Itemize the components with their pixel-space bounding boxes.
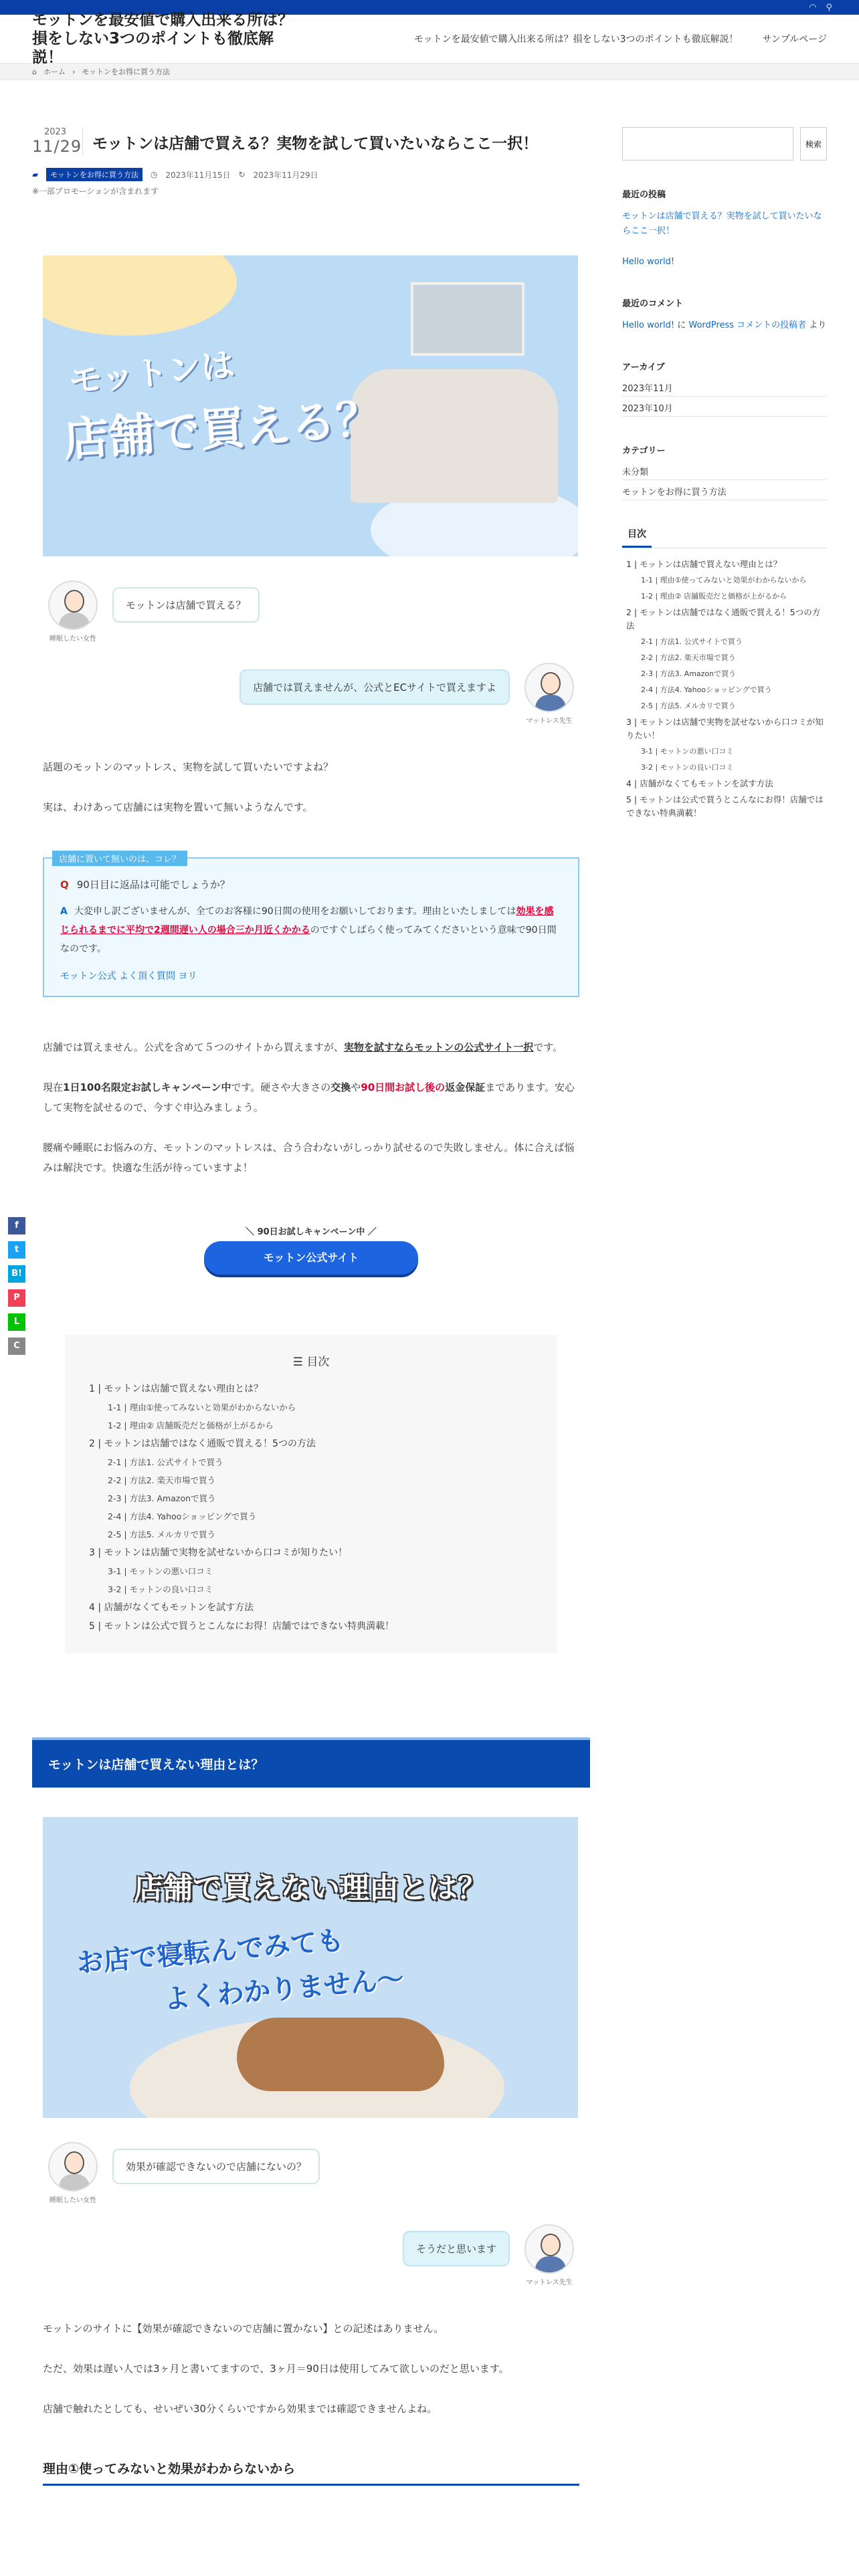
toc-item[interactable] — [626, 651, 827, 665]
toc-separator: | — [121, 1584, 130, 1594]
folder-icon: ▰ — [32, 170, 39, 179]
category-link[interactable]: 未分類 — [622, 463, 827, 480]
paragraph: モットンのサイトに【効果が確認できないので店舗に置かない】との記述はありません。 — [43, 2323, 444, 2335]
speech-balloon-left — [43, 580, 579, 643]
promotion-note: ※一部プロモーションが含まれます — [32, 187, 159, 196]
avatar-teacher — [519, 2224, 579, 2286]
facebook-share-button[interactable]: f — [8, 1217, 25, 1235]
date-box — [32, 127, 83, 156]
question-text: 90日目に返品は可能でしょうか？ — [76, 879, 230, 891]
pocket-share-button[interactable]: P — [8, 1289, 25, 1307]
cta-caption: ＼ 90日お試しキャンペーン中 ／ — [246, 1227, 377, 1237]
answer-highlight: 効果を感じられるまでに平均で2週間遅い人の場合三か月近くかかる — [60, 906, 554, 936]
toc-item[interactable] — [626, 635, 827, 649]
toc-item[interactable] — [89, 1562, 533, 1580]
toc-separator: | — [631, 559, 640, 569]
toc-item-number: 2 — [89, 1438, 95, 1449]
toc-separator: | — [652, 669, 660, 678]
toc-item-number: 2-5 — [641, 702, 653, 710]
toc-item-number: 2-1 — [108, 1457, 122, 1467]
toc-separator: | — [652, 576, 660, 584]
toc-separator: | — [94, 1602, 104, 1613]
recent-post-link[interactable]: モットンは店舗で買える？実物を試して買いたいならここ一択！ — [622, 211, 822, 236]
category-list — [622, 463, 827, 500]
toc-list — [89, 1380, 533, 1636]
faq-question — [60, 877, 562, 891]
toc-item-label: 方法3. Amazonで買う — [660, 669, 737, 678]
toc-item-number: 2 — [626, 607, 632, 617]
toc-item-number: 3 — [626, 717, 632, 727]
category-badge[interactable]: モットンをお得に買う方法 — [46, 168, 142, 181]
toc-item-number: 2-5 — [108, 1529, 122, 1539]
toc-item-number: 2-3 — [108, 1493, 122, 1503]
toc-item-label: 店舗がなくてもモットンを試す方法 — [640, 778, 773, 788]
home-icon: ⌂ — [32, 67, 37, 76]
toc-separator: | — [121, 1457, 130, 1467]
toc-item-number: 4 — [89, 1602, 95, 1613]
toc-item-number: 1 — [626, 559, 632, 569]
sidebar-toc-list — [622, 558, 827, 820]
a-label: A — [60, 906, 68, 917]
toc-item-number: 1-2 — [108, 1420, 122, 1430]
text: に — [674, 320, 689, 330]
widget-heading: 最近の投稿 — [622, 190, 666, 200]
toc-item-label: モットンの良い口コミ — [660, 763, 734, 772]
toc-separator: | — [121, 1566, 130, 1576]
text: まであります。安心して実物を試せるので、今すぐ申込みましょう。 — [43, 1081, 575, 1113]
toc-item[interactable] — [89, 1525, 533, 1543]
comment-post-link[interactable]: Hello world! — [622, 320, 675, 330]
toc-item[interactable] — [626, 683, 827, 697]
toc-item-label: 方法2. 楽天市場で買う — [129, 1475, 215, 1485]
speech-bubble: そうだと思います — [403, 2231, 510, 2266]
toc-item[interactable] — [626, 761, 827, 774]
toc-separator: | — [652, 637, 660, 646]
global-nav — [414, 32, 827, 45]
paragraph: ただ、効果は遅い人では3ヶ月と書いてますので、3ヶ月＝90日は使用してみて欲しいのだと思います。 — [43, 2363, 509, 2375]
speech-balloon-left — [43, 2142, 579, 2204]
toc-item-number: 1-1 — [641, 576, 653, 584]
cta-block — [43, 1224, 579, 1275]
toc-separator: | — [652, 653, 660, 662]
toc-item-number: 2-1 — [641, 637, 653, 646]
sidebar-toc-heading: 目次 — [622, 527, 652, 548]
text: 現在 — [43, 1081, 64, 1093]
toc-separator: | — [631, 794, 640, 804]
post-meta — [32, 168, 590, 181]
red-text: 90日間お試し後の — [361, 1081, 446, 1093]
toc-item[interactable] — [89, 1580, 533, 1598]
comment-author-link[interactable]: WordPress コメントの投稿者 — [688, 320, 807, 330]
section-image-line1: お店で寝転んでみても — [76, 1925, 345, 1979]
toc-item[interactable] — [626, 590, 827, 603]
toc-item-number: 5 — [626, 794, 632, 804]
section-image-line2: よくわかりません〜 — [162, 1963, 405, 2016]
toc-item[interactable] — [89, 1434, 533, 1453]
toc-item-label: 方法5. メルカリで買う — [660, 702, 736, 710]
toc-title-text: 目次 — [306, 1356, 330, 1369]
toc-title — [89, 1352, 533, 1369]
bold-text: 1日100名限定お試しキャンペーン中 — [63, 1081, 231, 1093]
toc-item-label: 理由①使ってみないと効果がわからないから — [660, 576, 807, 584]
post-year: 2023 — [43, 127, 67, 137]
teacher-avatar-icon — [524, 663, 574, 712]
toc-item-label: 方法2. 楽天市場で買う — [660, 653, 736, 662]
speech-balloon-right — [43, 2224, 579, 2286]
avatar-name: 睡眠したい女性 — [50, 635, 96, 643]
avatar-name: マットレス先生 — [526, 2279, 573, 2286]
table-of-contents — [65, 1335, 557, 1653]
toc-item-label: モットンの悪い口コミ — [660, 747, 734, 756]
updated-date: 2023年11月29日 — [253, 170, 318, 180]
nav-item-sample-page[interactable]: サンプルページ — [762, 34, 827, 45]
toc-item-label: モットンの悪い口コミ — [129, 1566, 213, 1576]
answer-text: 大変申し訳ございませんが、全てのお客様に90日間の使用をお願いしております。理由といたしましては — [74, 906, 516, 917]
toc-separator: | — [652, 592, 660, 601]
clock-icon: ◷ — [150, 170, 158, 179]
copy-share-button[interactable]: C — [8, 1337, 25, 1355]
avatar-name: マットレス先生 — [526, 718, 573, 725]
speech-balloon-right — [43, 663, 579, 725]
hero-text-line1: モットンは — [67, 345, 237, 401]
hero-image — [43, 255, 578, 556]
speech-bubble: モットンは店舗で買える？ — [112, 587, 260, 623]
rss-icon[interactable]: ◠ — [809, 2, 817, 13]
info-box — [43, 857, 579, 997]
toc-item[interactable] — [626, 793, 827, 820]
toc-item-number: 2-3 — [641, 669, 653, 678]
toc-item-label: モットンは公式で買うとこんなにお得！店舗ではできない特典満載！ — [626, 794, 824, 818]
archive-list — [622, 379, 827, 417]
underlined-text: 実物を試すならモットンの公式サイト一択 — [343, 1041, 534, 1053]
toc-item-number: 2-4 — [108, 1511, 122, 1521]
section-heading: モットンは店舗で買えない理由とは？ — [32, 1737, 590, 1788]
archive-link[interactable]: 2023年10月 — [622, 399, 827, 417]
teacher-avatar-icon — [524, 2224, 574, 2274]
widget-heading: アーカイブ — [622, 362, 665, 372]
paragraph — [43, 1077, 579, 1117]
toc-item-number: 4 — [626, 778, 632, 788]
toc-item-label: 理由② 店舗販売だと価格が上がるから — [129, 1420, 274, 1430]
avatar-teacher — [519, 663, 579, 725]
toc-item-label: モットンは店舗で買えない理由とは？ — [640, 559, 782, 569]
hatena-share-button[interactable]: B! — [8, 1265, 25, 1283]
toc-item[interactable] — [89, 1471, 533, 1489]
chevron-right-icon: › — [72, 67, 76, 76]
post-header — [32, 127, 590, 156]
list-icon: ☰ — [292, 1356, 307, 1369]
text: や — [351, 1081, 361, 1093]
paragraph: 腰痛や睡眠にお悩みの方、モットンのマットレスは、合う合わないがしっかり試せるので失敗しません。体に合えば悩みは解決です。快適な生活が待っていますよ！ — [43, 1142, 575, 1174]
toc-item-label: モットンは公式で買うとこんなにお得！店舗ではできない特典満載！ — [104, 1621, 395, 1632]
toc-item-label: モットンは店舗で実物を試せないから口コミが知りたい！ — [626, 717, 824, 740]
toc-separator: | — [652, 685, 660, 694]
toc-separator: | — [121, 1511, 130, 1521]
toc-item-label: モットンは店舗で買えない理由とは？ — [104, 1384, 264, 1394]
toc-item-label: 店舗がなくてもモットンを試す方法 — [104, 1602, 254, 1613]
toc-item-label: 理由② 店舗販売だと価格が上がるから — [660, 592, 787, 601]
toc-item-label: モットンは店舗ではなく通販で買える！5つの方法 — [104, 1438, 316, 1449]
toc-item-number: 3-2 — [108, 1584, 122, 1594]
toc-separator: | — [631, 607, 640, 617]
recent-post-link[interactable]: Hello world! — [622, 257, 675, 267]
paragraph: 実は、わけあって店舗には実物を置いて無いようなんです。 — [43, 801, 313, 813]
category-link[interactable]: モットンをお得に買う方法 — [622, 483, 827, 500]
site-title[interactable]: モットンを最安値で購入出来る所は？損をしない3つのポイントも徹底解説！ — [32, 11, 294, 66]
toc-item-number: 1-2 — [641, 592, 653, 601]
toc-item-label: 方法5. メルカリで買う — [129, 1529, 215, 1539]
toc-separator: | — [94, 1384, 104, 1394]
twitter-share-button[interactable]: t — [8, 1241, 25, 1259]
line-share-button[interactable]: L — [8, 1313, 25, 1331]
nav-item-home-article[interactable]: モットンを最安値で購入出来る所は？損をしない3つのポイントも徹底解説！ — [414, 34, 739, 45]
toc-item-number: 2-2 — [641, 653, 653, 662]
toc-separator: | — [631, 717, 640, 727]
toc-item[interactable] — [89, 1398, 533, 1416]
breadcrumb-category[interactable]: モットンをお得に買う方法 — [82, 68, 171, 76]
toc-item[interactable] — [89, 1416, 533, 1434]
section-image — [43, 1817, 578, 2118]
toc-item[interactable] — [89, 1543, 533, 1562]
avatar-name: 睡眠したい女性 — [50, 2197, 96, 2204]
toc-item[interactable] — [626, 700, 827, 713]
bold-text: 返金保証 — [445, 1081, 486, 1093]
toc-item-number: 3-2 — [641, 763, 653, 772]
official-site-button[interactable]: モットン公式サイト — [204, 1241, 418, 1275]
woman-avatar-icon — [48, 580, 98, 630]
toc-item[interactable] — [626, 716, 827, 742]
toc-separator: | — [652, 702, 660, 710]
refresh-icon: ↻ — [238, 170, 246, 179]
hero-blob-yellow — [43, 255, 237, 336]
answer-text-tail: のですぐしばらく使ってみてくださいという意味で90日間なのです。 — [60, 925, 557, 954]
toc-item-label: 方法4. Yahooショッピングで買う — [129, 1511, 257, 1521]
toc-item-label: 方法1. 公式サイトで買う — [129, 1457, 223, 1467]
sidebar-search — [622, 127, 827, 160]
toc-item-number: 1-1 — [108, 1402, 122, 1412]
recent-comment — [622, 318, 827, 333]
avatar-woman — [43, 2142, 103, 2204]
text: より — [806, 320, 827, 330]
toc-separator: | — [121, 1493, 130, 1503]
toc-separator: | — [94, 1438, 104, 1449]
site-header — [0, 11, 859, 66]
toc-item-number: 5 — [89, 1621, 95, 1632]
hero-text-line2: 店舗で買える？ — [62, 392, 383, 467]
toc-item[interactable] — [89, 1453, 533, 1471]
toc-separator: | — [652, 763, 660, 772]
text: です。 — [533, 1041, 563, 1053]
toc-item[interactable] — [626, 574, 827, 587]
bold-text: 交換 — [330, 1081, 351, 1093]
toc-item-label: 理由①使ってみないと効果がわからないから — [129, 1402, 296, 1412]
toc-item-number: 2-4 — [641, 685, 653, 694]
toc-item-number: 3-1 — [108, 1566, 122, 1576]
toc-separator: | — [652, 747, 660, 756]
toc-item-label: 方法4. Yahooショッピングで買う — [660, 685, 772, 694]
archive-link[interactable]: 2023年11月 — [622, 379, 827, 397]
q-label: Q — [60, 879, 69, 891]
widget-heading: カテゴリー — [622, 446, 666, 456]
toc-separator: | — [121, 1529, 130, 1539]
toc-item[interactable] — [89, 1598, 533, 1617]
search-icon[interactable]: ⚲ — [826, 2, 832, 13]
share-buttons — [8, 1217, 25, 1362]
post-title: モットンは店舗で買える？実物を試して買いたいならここ一択！ — [92, 135, 539, 152]
faq-answer — [60, 902, 562, 958]
published-date: 2023年11月15日 — [165, 170, 231, 180]
text: です。硬さや大きさの — [231, 1081, 331, 1093]
text: 店舗では買えません。公式を含めて５つのサイトから買えますが、 — [43, 1041, 344, 1053]
avatar-woman — [43, 580, 103, 643]
toc-item-label: モットンの良い口コミ — [129, 1584, 213, 1594]
woman-avatar-icon — [48, 2142, 98, 2191]
sleeping-cat — [237, 2018, 444, 2091]
toc-item-number: 1 — [89, 1384, 95, 1394]
section-image-title: 店舗で買えない理由とは？ — [134, 1871, 487, 1905]
toc-separator: | — [121, 1420, 130, 1430]
toc-item[interactable] — [89, 1507, 533, 1525]
sidebar — [622, 127, 827, 820]
main-content — [32, 127, 590, 2486]
wall-picture — [411, 282, 524, 356]
toc-item-label: 方法3. Amazonで買う — [129, 1493, 216, 1503]
info-box-label: 店舗に置いて無いのは、コレ？ — [52, 851, 187, 866]
speech-bubble: 店舗では買えませんが、公式とECサイトで買えますよ — [240, 669, 510, 705]
toc-item-label: モットンは店舗で実物を試せないから口コミが知りたい！ — [104, 1547, 348, 1558]
toc-item[interactable] — [626, 558, 827, 571]
toc-item[interactable] — [89, 1617, 533, 1636]
toc-item[interactable] — [626, 667, 827, 681]
toc-separator: | — [94, 1547, 104, 1558]
post-body — [32, 255, 590, 2486]
toc-item-number: 3 — [89, 1547, 95, 1558]
post-monthday: 11/29 — [32, 137, 82, 156]
toc-item[interactable] — [626, 745, 827, 758]
toc-item[interactable] — [626, 606, 827, 633]
toc-item-label: モットンは店舗ではなく通販で買える！5つの方法 — [626, 607, 821, 631]
widget-heading: 最近のコメント — [622, 299, 684, 309]
toc-item-number: 3-1 — [641, 747, 653, 756]
search-input[interactable] — [622, 127, 793, 160]
toc-item[interactable] — [89, 1380, 533, 1398]
subsection-heading: 理由①使ってみないと効果がわからないから — [43, 2459, 579, 2486]
toc-separator: | — [631, 778, 640, 788]
toc-item[interactable] — [89, 1489, 533, 1507]
paragraph: 店舗で触れたとしても、せいぜい30分くらいですから効果までは確認できませんよね。 — [43, 2403, 438, 2415]
toc-separator: | — [121, 1475, 130, 1485]
paragraph: 話題のモットンのマットレス、実物を試して買いたいですよね？ — [43, 761, 333, 773]
breadcrumb-home[interactable]: ホーム — [43, 68, 66, 76]
search-button[interactable]: 検索 — [800, 127, 827, 160]
toc-separator: | — [121, 1402, 130, 1412]
paragraph — [43, 1037, 579, 1057]
toc-item-label: 方法1. 公式サイトで買う — [660, 637, 743, 646]
toc-item-number: 2-2 — [108, 1475, 122, 1485]
source-link[interactable]: モットン公式 よく頂く質問 ヨリ — [60, 971, 197, 982]
speech-bubble: 効果が確認できないので店舗にないの？ — [112, 2149, 320, 2184]
toc-separator: | — [94, 1621, 104, 1632]
toc-item[interactable] — [626, 777, 827, 790]
